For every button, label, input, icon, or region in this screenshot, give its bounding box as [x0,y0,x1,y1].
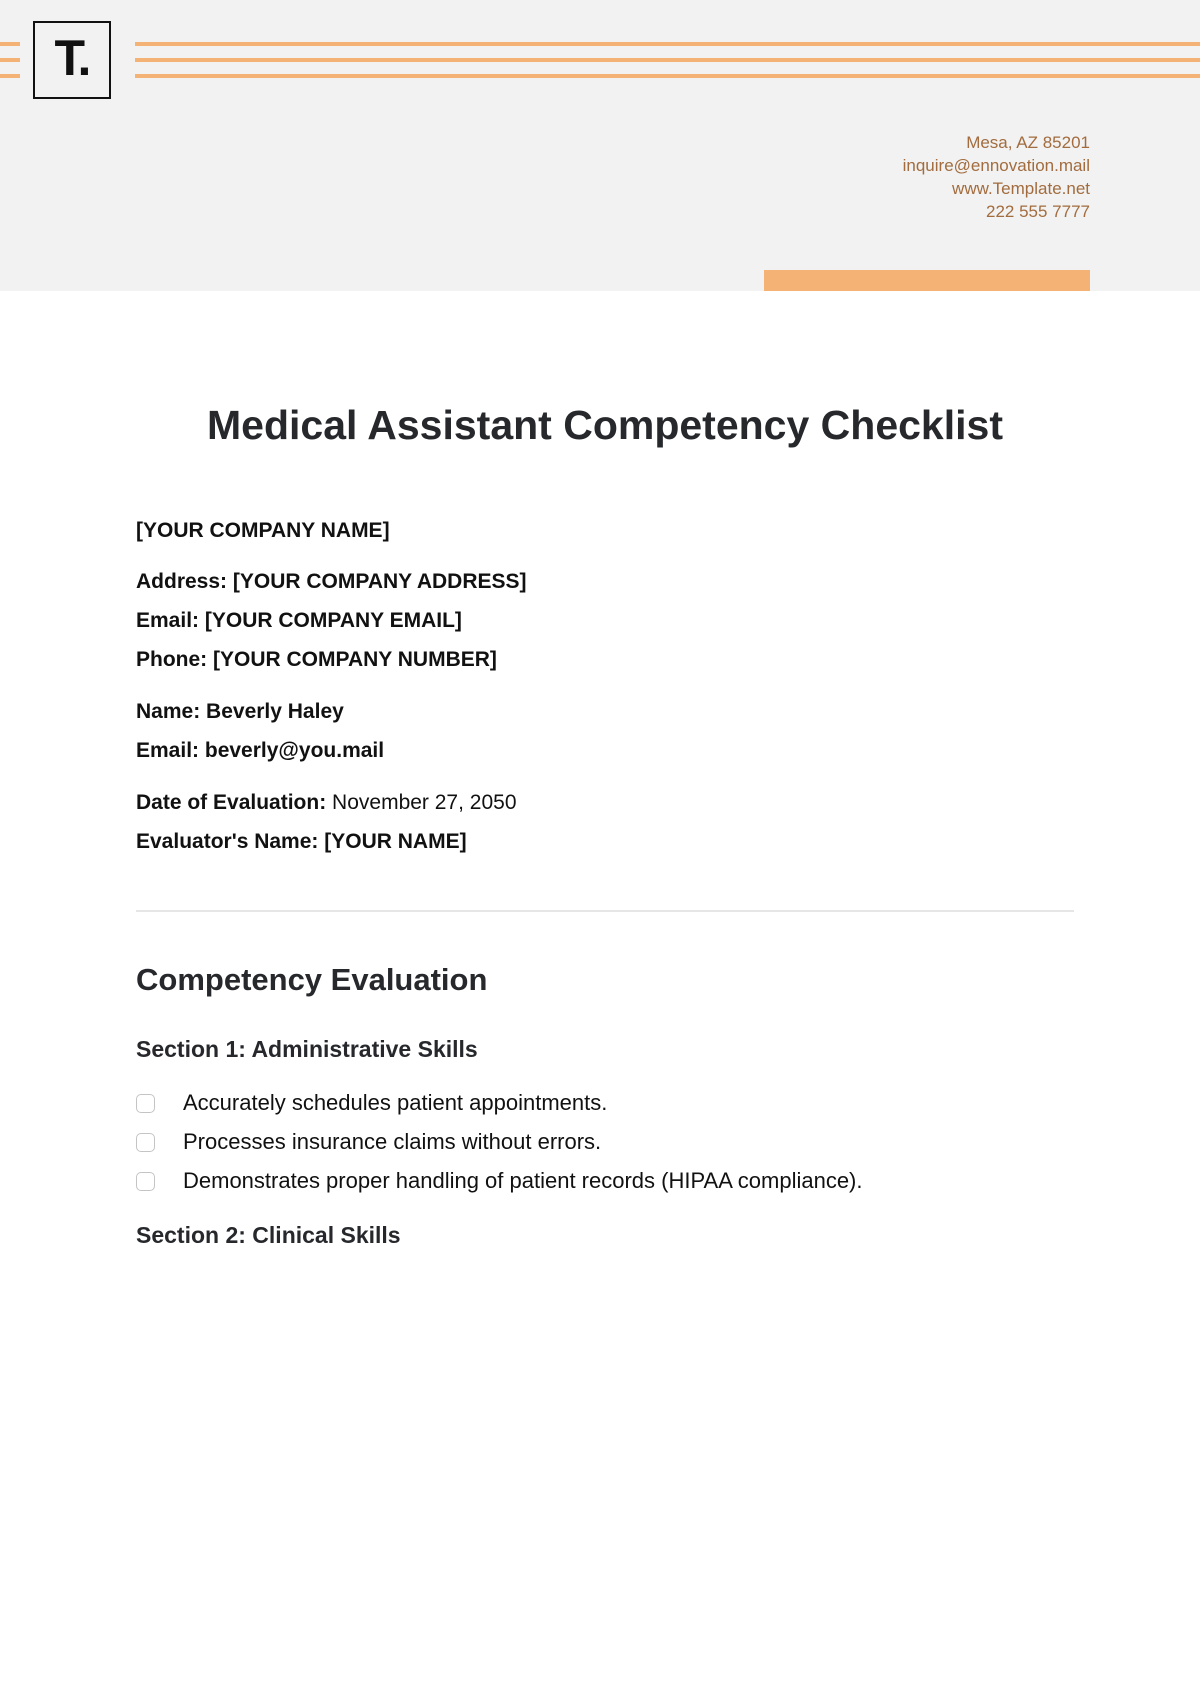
page-title: Medical Assistant Competency Checklist [207,402,1003,448]
evaluator-label: Evaluator's Name: [136,830,319,853]
evaluator-line [136,829,467,855]
evaluation-date-line [136,790,517,816]
divider [136,910,1074,912]
person-email-label: Email: [136,739,200,762]
person-name-line [136,699,344,725]
decorative-stripe [0,42,20,46]
letterhead [0,0,1200,291]
company-phone-line [136,647,497,673]
section-1-title: Section 1: Administrative Skills [136,1036,478,1062]
company-name: [YOUR COMPANY NAME] [136,519,390,542]
person-email-line [136,738,384,764]
phone-label: Phone: [136,648,208,671]
contact-block [903,131,1090,223]
evaluator-value: [YOUR NAME] [324,830,467,853]
checklist-item-label: Processes insurance claims without errors. [183,1129,602,1154]
person-email-value: beverly@you.mail [204,739,385,762]
checklist-item[interactable] [136,1129,602,1155]
company-address-line [136,569,527,595]
checkbox[interactable] [136,1094,155,1113]
checklist-item-label: Demonstrates proper handling of patient records (HIPAA compliance). [183,1168,863,1193]
decorative-stripe [0,58,20,62]
contact-website[interactable]: www.Template.net [952,179,1090,198]
decorative-stripe [135,58,1200,62]
address-value: [YOUR COMPANY ADDRESS] [232,570,527,593]
checklist-item-label: Accurately schedules patient appointments. [183,1090,608,1115]
checklist-item[interactable] [136,1090,608,1116]
phone-value: [YOUR COMPANY NUMBER] [213,648,497,671]
email-value: [YOUR COMPANY EMAIL] [204,609,462,632]
logo-text: T. [54,30,90,86]
date-value: November 27, 2050 [332,791,517,814]
competency-heading: Competency Evaluation [136,962,488,997]
date-label: Date of Evaluation: [136,791,327,814]
decorative-stripe [135,42,1200,46]
checklist-item[interactable] [136,1168,863,1194]
company-logo [33,21,111,99]
checkbox[interactable] [136,1133,155,1152]
checkbox[interactable] [136,1172,155,1191]
contact-email[interactable]: inquire@ennovation.mail [902,156,1090,175]
decorative-stripe [135,74,1200,78]
accent-bar [764,270,1090,291]
decorative-stripe [0,74,20,78]
contact-address: Mesa, AZ 85201 [966,133,1090,152]
email-label: Email: [136,609,200,632]
name-value: Beverly Haley [206,700,344,723]
company-email-line [136,608,462,634]
contact-phone: 222 555 7777 [986,202,1090,221]
section-2-title: Section 2: Clinical Skills [136,1222,401,1248]
name-label: Name: [136,700,201,723]
address-label: Address: [136,570,228,593]
